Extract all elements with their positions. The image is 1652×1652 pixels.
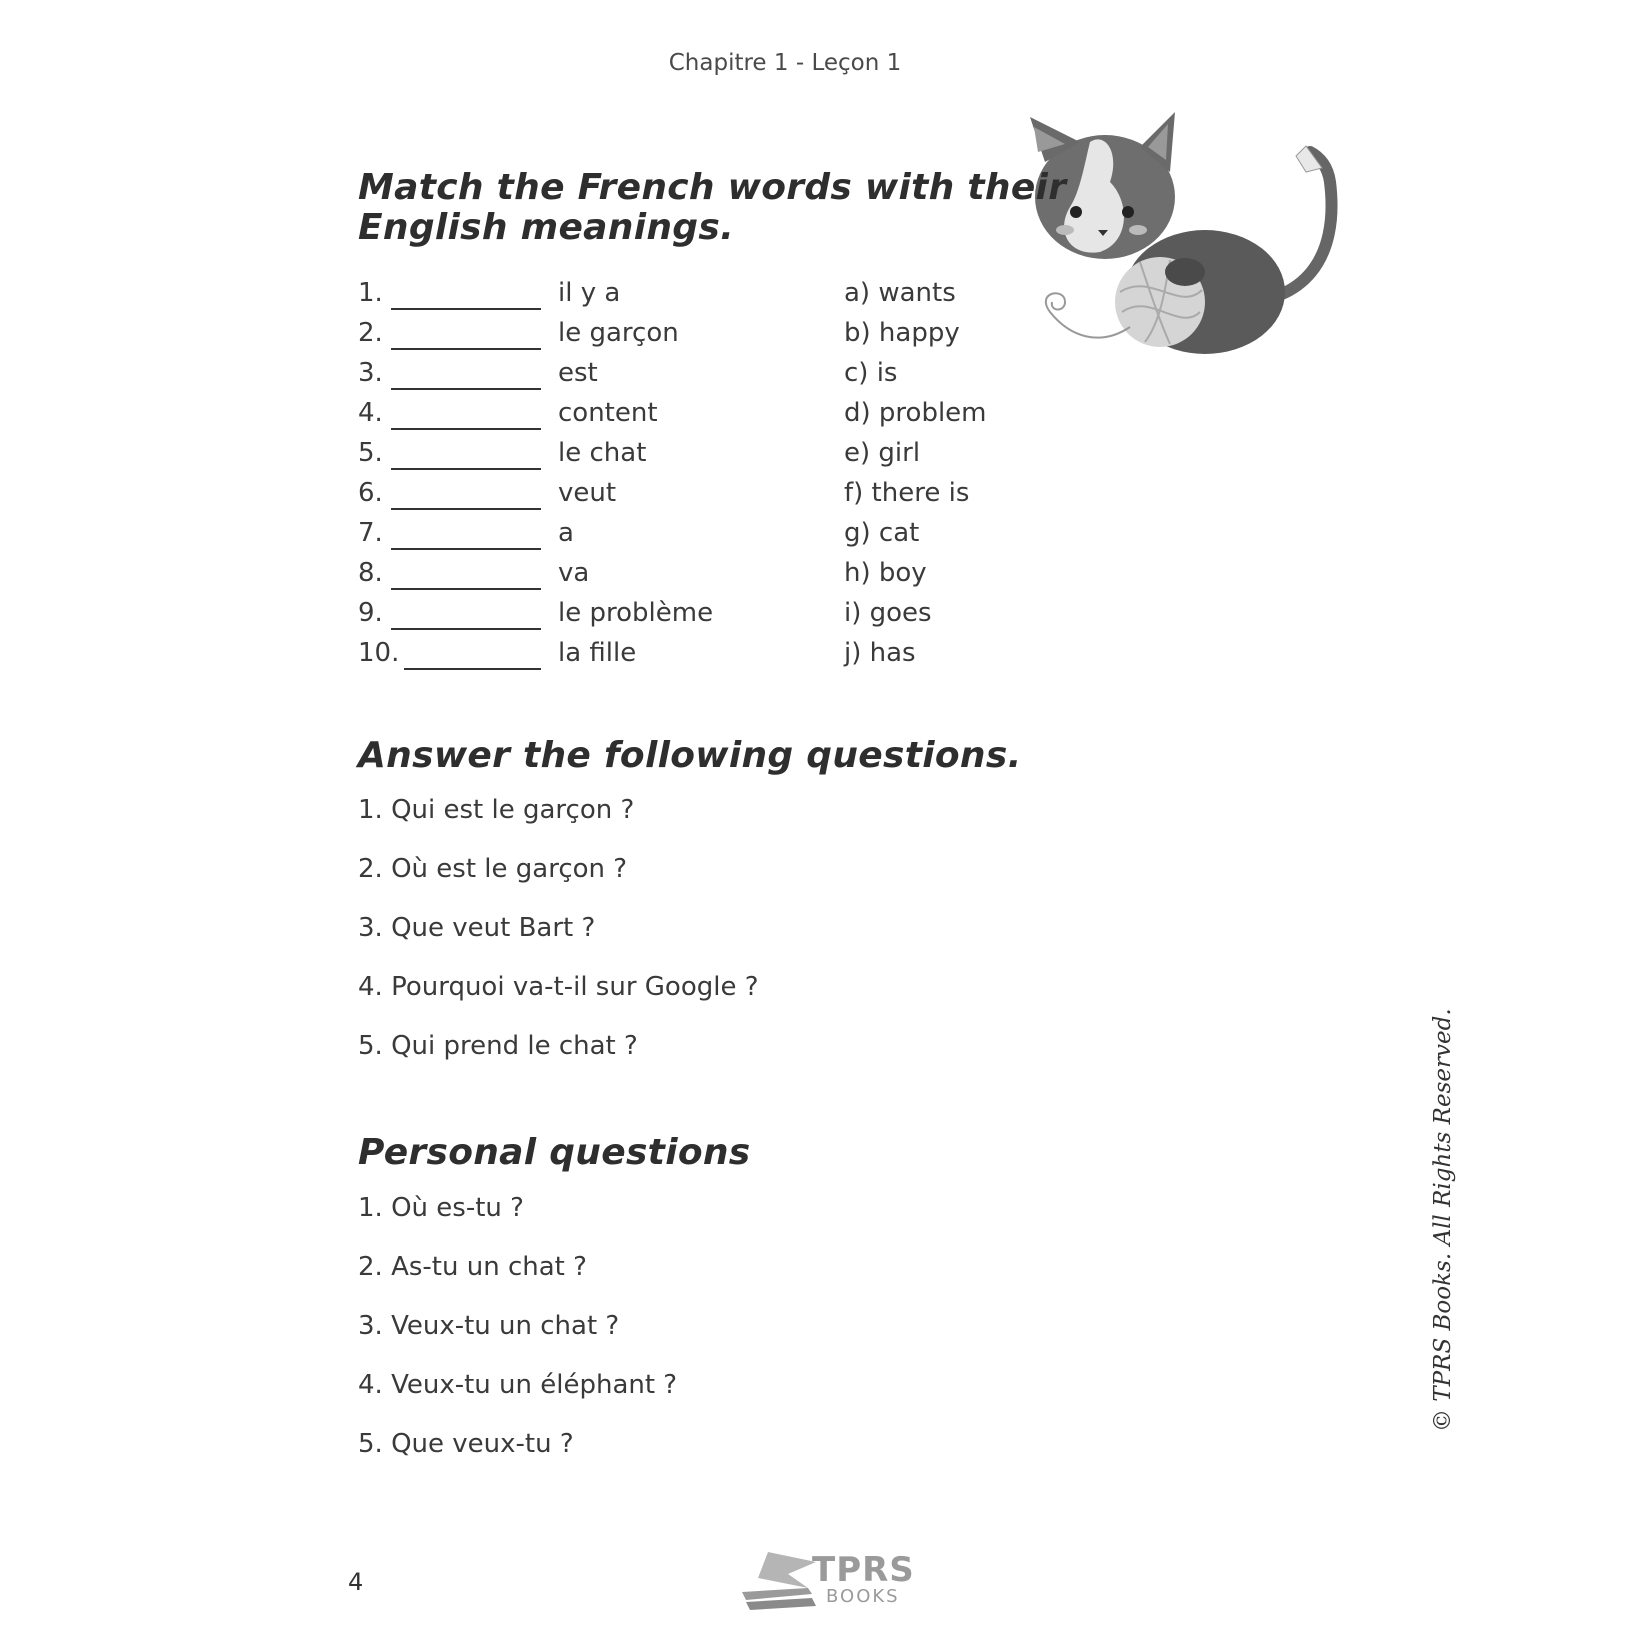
item-number: 6. bbox=[358, 478, 383, 508]
question-item: 4. Pourquoi va-t-il sur Google ? bbox=[358, 972, 759, 1002]
copyright-notice: © TPRS Books. All Rights Reserved. bbox=[1430, 1008, 1456, 1432]
question-item: 1. Qui est le garçon ? bbox=[358, 795, 635, 825]
item-number: 5. bbox=[358, 438, 383, 468]
matching-row bbox=[358, 598, 998, 638]
page-number: 4 bbox=[348, 1568, 364, 1596]
french-word: a bbox=[558, 518, 574, 548]
item-number: 4. bbox=[358, 398, 383, 428]
question-item: 5. Qui prend le chat ? bbox=[358, 1031, 638, 1061]
item-number: 7. bbox=[358, 518, 383, 548]
answer-blank[interactable] bbox=[391, 508, 541, 510]
french-word: le garçon bbox=[558, 318, 679, 348]
matching-heading bbox=[358, 168, 1066, 248]
matching-row bbox=[358, 358, 998, 398]
english-meaning: c) is bbox=[844, 358, 898, 388]
item-number: 10. bbox=[358, 638, 400, 668]
answer-blank[interactable] bbox=[391, 388, 541, 390]
answer-blank[interactable] bbox=[391, 428, 541, 430]
english-meaning: d) problem bbox=[844, 398, 987, 428]
matching-row bbox=[358, 518, 998, 558]
item-number: 2. bbox=[358, 318, 383, 348]
personal-question-item: 5. Que veux-tu ? bbox=[358, 1429, 574, 1459]
matching-list bbox=[358, 278, 998, 678]
answer-blank[interactable] bbox=[391, 628, 541, 630]
personal-question-item: 3. Veux-tu un chat ? bbox=[358, 1311, 620, 1341]
matching-row bbox=[358, 638, 998, 678]
english-meaning: f) there is bbox=[844, 478, 970, 508]
question-item: 2. Où est le garçon ? bbox=[358, 854, 628, 884]
answer-blank[interactable] bbox=[391, 468, 541, 470]
matching-row bbox=[358, 398, 998, 438]
english-meaning: h) boy bbox=[844, 558, 927, 588]
personal-heading: Personal questions bbox=[358, 1132, 751, 1173]
matching-row bbox=[358, 558, 998, 598]
tprs-books-logo bbox=[738, 1548, 938, 1614]
item-number: 3. bbox=[358, 358, 383, 388]
english-meaning: a) wants bbox=[844, 278, 956, 308]
personal-question-item: 2. As-tu un chat ? bbox=[358, 1252, 587, 1282]
english-meaning: b) happy bbox=[844, 318, 960, 348]
question-item: 3. Que veut Bart ? bbox=[358, 913, 596, 943]
english-meaning: i) goes bbox=[844, 598, 932, 628]
french-word: il y a bbox=[558, 278, 621, 308]
matching-row bbox=[358, 478, 998, 518]
personal-question-item: 1. Où es-tu ? bbox=[358, 1193, 524, 1223]
french-word: va bbox=[558, 558, 590, 588]
french-word: le problème bbox=[558, 598, 714, 628]
logo-text-tprs: TPRS bbox=[812, 1550, 915, 1590]
chapter-header: Chapitre 1 - Leçon 1 bbox=[668, 50, 902, 76]
english-meaning: e) girl bbox=[844, 438, 921, 468]
answer-blank[interactable] bbox=[391, 308, 541, 310]
answer-blank[interactable] bbox=[404, 668, 541, 670]
matching-row bbox=[358, 438, 998, 478]
item-number: 1. bbox=[358, 278, 383, 308]
french-word: veut bbox=[558, 478, 617, 508]
matching-heading-line1: Match the French words with their bbox=[358, 167, 1067, 208]
french-word: est bbox=[558, 358, 598, 388]
item-number: 9. bbox=[358, 598, 383, 628]
matching-row bbox=[358, 318, 998, 358]
questions-heading: Answer the following questions. bbox=[358, 735, 1022, 776]
personal-question-item: 4. Veux-tu un éléphant ? bbox=[358, 1370, 678, 1400]
french-word: le chat bbox=[558, 438, 647, 468]
english-meaning: g) cat bbox=[844, 518, 920, 548]
logo-text-books: BOOKS bbox=[826, 1586, 900, 1607]
answer-blank[interactable] bbox=[391, 588, 541, 590]
item-number: 8. bbox=[358, 558, 383, 588]
french-word: la fille bbox=[558, 638, 637, 668]
answer-blank[interactable] bbox=[391, 348, 541, 350]
matching-row bbox=[358, 278, 998, 318]
answer-blank[interactable] bbox=[391, 548, 541, 550]
matching-heading-line2: English meanings. bbox=[358, 207, 735, 248]
english-meaning: j) has bbox=[844, 638, 916, 668]
french-word: content bbox=[558, 398, 658, 428]
book-star-icon bbox=[738, 1548, 818, 1614]
